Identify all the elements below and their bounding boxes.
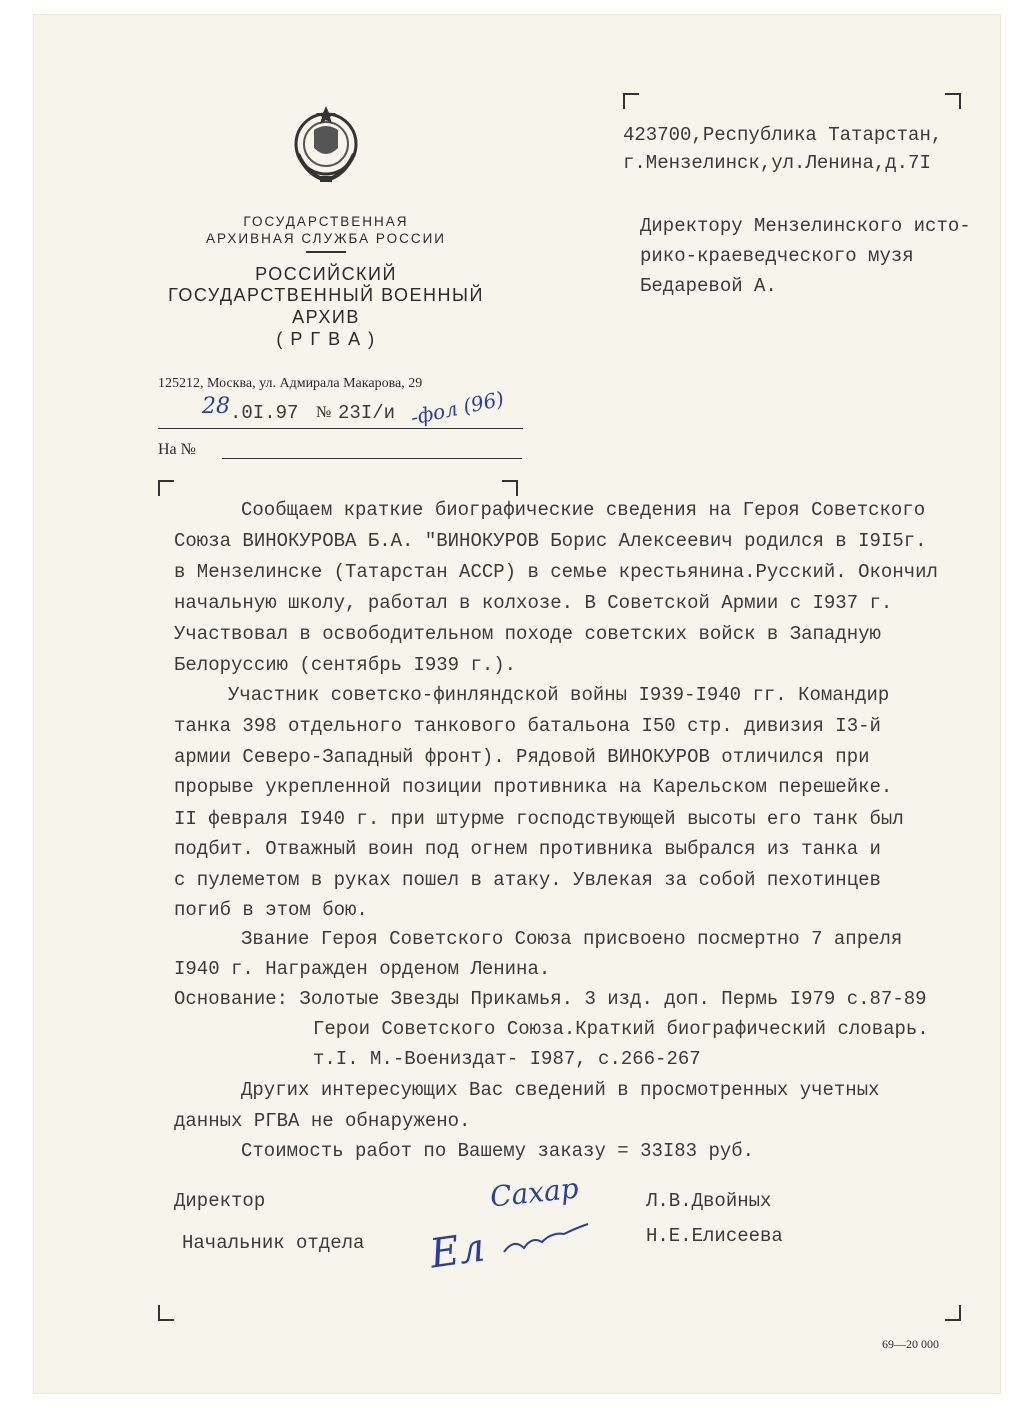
body-line: с пулеметом в руках пошел в атаку. Увлекая за собой пехотинцев (174, 869, 881, 891)
address-corner-top-left (623, 93, 639, 109)
date-number-underline (158, 428, 523, 429)
archive-abbr: ( Р Г В А ) (276, 329, 376, 349)
reply-to-underline (222, 458, 522, 459)
address-corner-top-right (945, 93, 961, 109)
recipient-line2: г.Мензелинск,ул.Ленина,д.7I (623, 152, 931, 174)
body-line: прорыве укрепленной позиции противника на Карельском перешейке. (174, 776, 893, 798)
agency-name-line1: ГОСУДАРСТВЕННАЯ (243, 214, 409, 229)
head-of-department-name: Н.Е.Елисеева (646, 1225, 783, 1247)
body-line: т.I. М.-Воениздат- I987, с.266-267 (313, 1048, 701, 1070)
body-line: Герои Советского Союза.Краткий биографический словарь. (313, 1018, 929, 1040)
head-of-department-title: Начальник отдела (182, 1232, 365, 1254)
coat-of-arms-icon (288, 100, 364, 188)
director-title: Директор (174, 1190, 266, 1212)
recipient-line5: Бедаревой А. (640, 275, 777, 297)
archive-name-line3: АРХИВ (292, 307, 360, 327)
bottom-corner-right (945, 1305, 961, 1321)
body-line: танка 398 отдельного танкового батальона I50 стр. дивизия I3-й (174, 715, 881, 737)
body-line: Стоимость работ по Вашему заказу = 33I83 руб. (241, 1140, 755, 1162)
body-corner-top-right (502, 480, 518, 496)
date-handwritten: 28 (202, 394, 230, 419)
director-name: Л.В.Двойных (646, 1190, 772, 1212)
head-signature: Ел (427, 1224, 488, 1278)
recipient-line4: рико-краеведческого музя (640, 245, 914, 267)
body-line: армии Северо-Западный фронт). Рядовой ВИНОКУРОВ отличился при (174, 746, 870, 768)
archive-name-line1: РОССИЙСКИЙ (255, 264, 397, 284)
director-signature: Сахар (488, 1171, 581, 1214)
body-line: Участвовал в освободительном походе советских войск в Западную (174, 623, 881, 645)
number-typed: 23I/и (338, 402, 396, 424)
body-line: Союза ВИНОКУРОВА Б.А. "ВИНОКУРОВ Борис Алексеевич родился в I9I5г. (174, 530, 927, 552)
body-line: Основание: Золотые Звезды Прикамья. 3 изд. доп. Пермь I979 с.87-89 (174, 988, 927, 1010)
body-line: II февраля I940 г. при штурме господствующей высоты его танк был (174, 808, 904, 830)
signature-flourish-icon (500, 1222, 610, 1262)
sender-address: 125212, Москва, ул. Адмирала Макарова, 29 (158, 376, 423, 391)
number-label: № (316, 404, 332, 421)
body-line: данных РГВА не обнаружено. (174, 1110, 471, 1132)
bottom-corner-left (158, 1305, 174, 1321)
body-line: Сообщаем краткие биографические сведения на Героя Советского (241, 499, 926, 521)
agency-name-line2: АРХИВНАЯ СЛУЖБА РОССИИ (205, 231, 446, 246)
body-line: в Мензелинске (Татарстан АССР) в семье крестьянина.Русский. Окончил (174, 561, 938, 583)
body-line: погиб в этом бою. (174, 899, 368, 921)
recipient-line3: Директору Мензелинского исто- (640, 215, 971, 237)
body-line: Участник советско-финляндской войны I939-I940 гг. Командир (228, 684, 890, 706)
date-typed: .0I.97 (230, 402, 299, 424)
archive-name-line2: ГОСУДАРСТВЕННЫЙ ВОЕННЫЙ (168, 285, 484, 305)
body-line: I940 г. Награжден орденом Ленина. (174, 958, 551, 980)
body-line: подбит. Отважный воин под огнем противника выбрался из танка и (174, 838, 881, 860)
number-handwritten: -фол (96) (408, 386, 507, 430)
body-corner-top-left (158, 480, 174, 496)
body-line: Других интересующих Вас сведений в просмотренных учетных (241, 1079, 880, 1101)
reply-to-label: На № (158, 441, 196, 458)
divider (306, 251, 346, 253)
print-run-number: 69—20 000 (882, 1337, 939, 1351)
body-line: Белоруссию (сентябрь I939 г.). (174, 654, 517, 676)
body-line: начальную школу, работал в колхозе. В Советской Армии с I937 г. (174, 592, 893, 614)
recipient-line1: 423700,Республика Татарстан, (623, 124, 943, 146)
body-line: Звание Героя Советского Союза присвоено посмертно 7 апреля (241, 928, 903, 950)
